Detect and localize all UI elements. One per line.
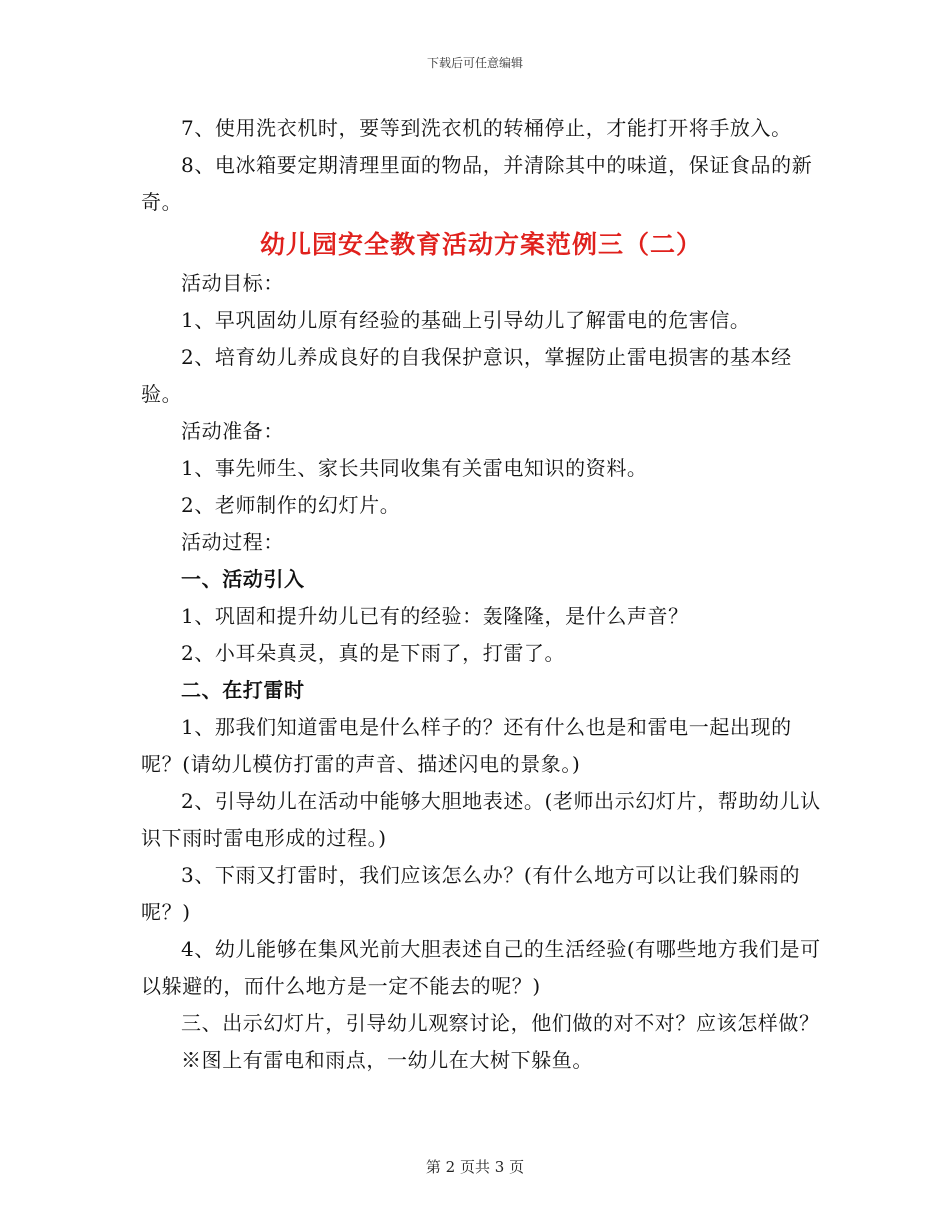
- goal-2: 2、培育幼儿养成良好的自我保护意识，掌握防止雷电损害的基本经验。: [141, 345, 792, 406]
- thunder-1: 1、那我们知道雷电是什么样子的？还有什么也是和雷电一起出现的呢？(请幼儿模仿打雷的声音、描述闪电的景象。): [141, 715, 792, 776]
- paragraph-7: 7、使用洗衣机时，要等到洗衣机的转桶停止，才能打开将手放入。: [181, 116, 792, 140]
- heading-activity-goals: 活动目标：: [181, 271, 284, 295]
- section-intro: 一、活动引入: [181, 567, 305, 591]
- section-slides: 三、出示幻灯片，引导幼儿观察讨论，他们做的对不对？应该怎样做？: [181, 1011, 820, 1035]
- paragraph-8: 8、电冰箱要定期清理里面的物品，并清除其中的味道，保证食品的新奇。: [141, 153, 813, 214]
- thunder-2: 2、引导幼儿在活动中能够大胆地表述。(老师出示幻灯片，帮助幼儿认识下雨时雷电形成的过程。): [141, 789, 821, 850]
- goal-1: 1、早巩固幼儿原有经验的基础上引导幼儿了解雷电的危害信。: [181, 308, 751, 332]
- document-body: [141, 110, 821, 1079]
- prep-1: 1、事先师生、家长共同收集有关雷电知识的资料。: [181, 456, 648, 480]
- section-title: 幼儿园安全教育活动方案范例三（二）: [259, 230, 702, 259]
- prep-2: 2、老师制作的幻灯片。: [181, 493, 401, 517]
- section-thunder: 二、在打雷时: [181, 678, 305, 702]
- heading-activity-prep: 活动准备：: [181, 419, 284, 443]
- intro-2: 2、小耳朵真灵，真的是下雨了，打雷了。: [181, 641, 566, 665]
- page-header: 下载后可任意编辑: [426, 56, 523, 70]
- page-footer: 第 2 页共 3 页: [425, 1158, 525, 1176]
- intro-1: 1、巩固和提升幼儿已有的经验：轰隆隆，是什么声音？: [181, 604, 689, 628]
- thunder-4: 4、幼儿能够在集风光前大胆表述自己的生活经验(有哪些地方我们是可以躲避的，而什么地方是一定不能去的呢？): [141, 937, 821, 998]
- thunder-3: 3、下雨又打雷时，我们应该怎么办？(有什么地方可以让我们躲雨的呢？): [141, 863, 801, 924]
- heading-activity-process: 活动过程：: [181, 530, 284, 554]
- slides-note: ※图上有雷电和雨点，一幼儿在大树下躲鱼。: [181, 1048, 593, 1072]
